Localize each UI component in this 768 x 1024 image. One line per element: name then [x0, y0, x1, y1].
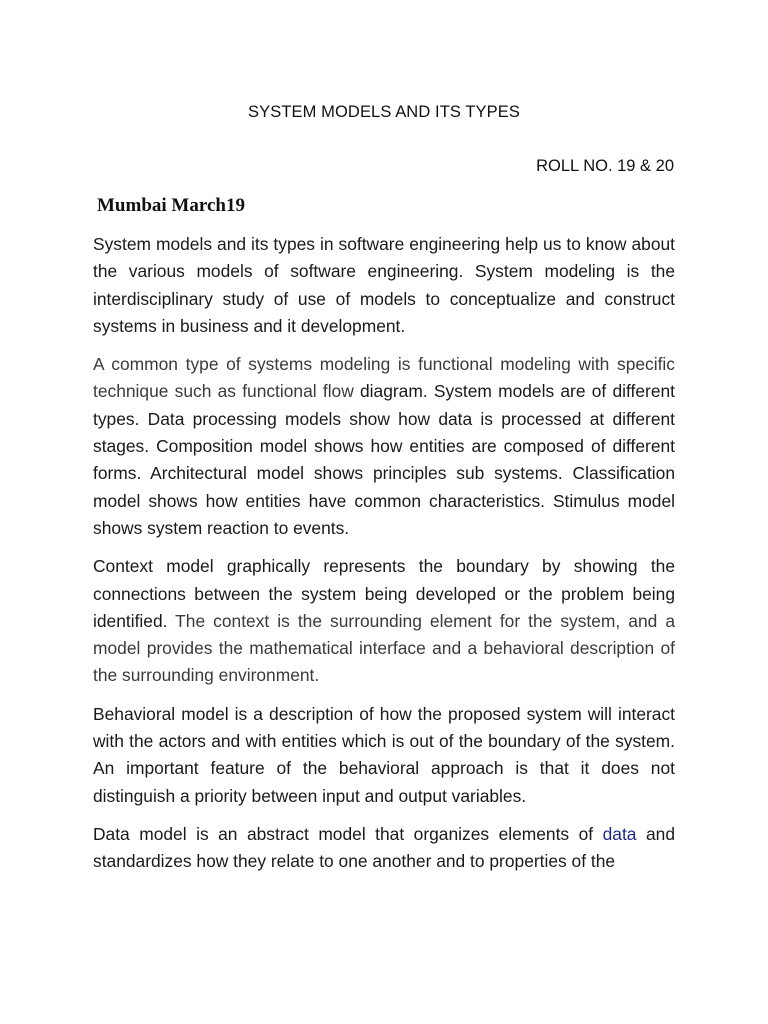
paragraph-functional-modeling [93, 351, 675, 542]
paragraph-data-model-rest: and standardizes how they relate to one another and to properties of the [93, 823, 675, 872]
paragraph-data-model-lead: Data model is an abstract model that organizes elements of [93, 823, 603, 844]
paragraph-functional-modeling-lead: A common type of systems modeling is functional modeling with specific technique such as functional flow [93, 354, 675, 402]
paragraph-behavioral-model-text: Behavioral model is a description of how the proposed system will interact with the actors and with entities which is out of the boundary of the system. An important feature of the behavioral approach is that it does not distinguish a priority between input and output variables. [93, 703, 675, 806]
roll-number: ROLL NO. 19 & 20 [536, 157, 674, 175]
document-body [93, 231, 675, 887]
data-link[interactable]: data [602, 823, 637, 844]
paragraph-data-model [93, 821, 675, 876]
paragraph-intro [93, 231, 675, 340]
paragraph-behavioral-model [93, 701, 675, 810]
paragraph-functional-modeling-rest: diagram. System models are of different types. Data processing models show how data is processed at different stages. Composition model shows how entities are composed of different forms. Architectural model shows principles sub systems. Classification model shows how entities have common characteristics. Stimulus model shows system reaction to events. [93, 381, 675, 538]
document-title: SYSTEM MODELS AND ITS TYPES [248, 103, 520, 121]
paragraph-context-model [93, 553, 675, 689]
paragraph-context-model-rest: The context is the surrounding element for the system, and a model provides the mathematical interface and a behavioral description of the surrounding environment. [93, 610, 675, 686]
place-date: Mumbai March19 [97, 195, 245, 216]
paragraph-context-model-lead: Context model graphically represents the boundary by showing the connections between the system being developed or the problem being identified. [93, 556, 675, 631]
paragraph-intro-text: System models and its types in software engineering help us to know about the various models of software engineering. System modeling is the interdisciplinary study of use of models to conceptualize and construct systems in business and it development. [93, 234, 675, 336]
